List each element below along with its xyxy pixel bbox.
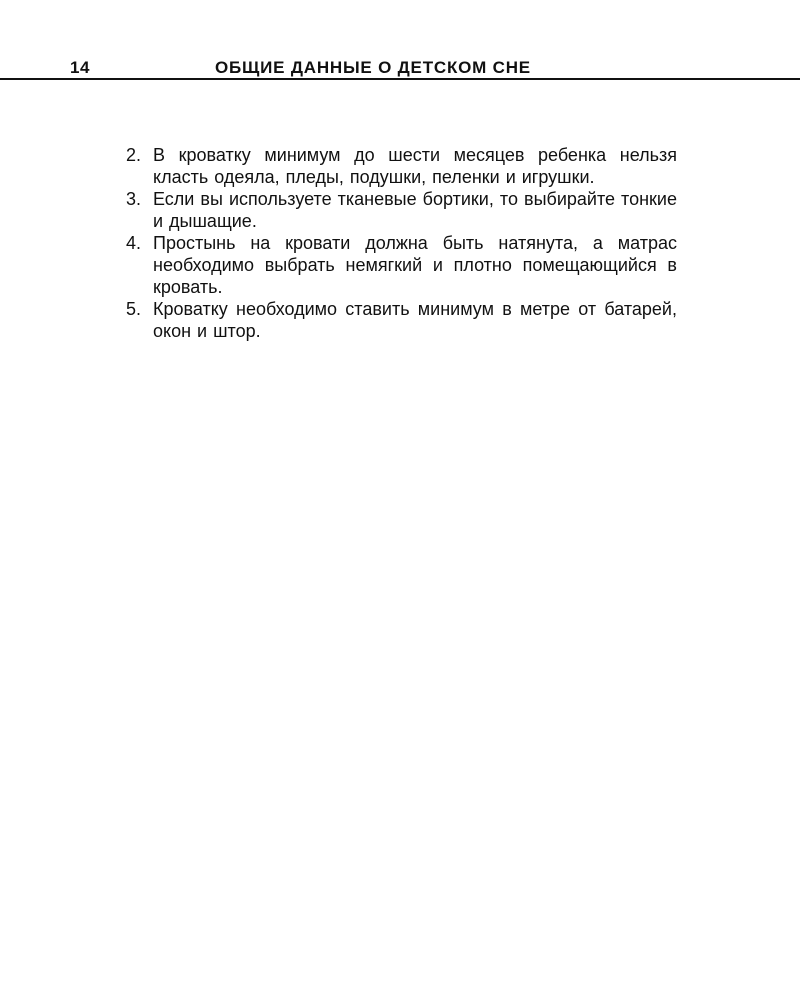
list-item: [126, 188, 677, 232]
chapter-title: ОБЩИЕ ДАННЫЕ О ДЕТСКОМ СНЕ: [215, 58, 531, 77]
numbered-list: [126, 144, 677, 342]
list-item: [126, 298, 677, 342]
list-item-number: 3.: [126, 189, 142, 209]
list-item-number: 2.: [126, 145, 142, 165]
running-header: [0, 0, 800, 80]
list-item-number: 5.: [126, 299, 142, 319]
list-item-text: Простынь на кровати должна быть натянута, а матрас необходимо выбрать немягкий и плотно помещающийся в кровать.: [153, 233, 677, 297]
list-item-text: Если вы используете тканевые бортики, то выбирайте тонкие и дышащие.: [153, 189, 677, 231]
page-number: 14: [70, 58, 90, 77]
list-item: [126, 144, 677, 188]
list-item-number: 4.: [126, 233, 142, 253]
list-item-text: В кроватку минимум до шести месяцев ребенка нельзя класть одеяла, пледы, подушки, пеленки и игрушки.: [153, 145, 677, 187]
list-item: [126, 232, 677, 298]
list-item-text: Кроватку необходимо ставить минимум в метре от батарей, окон и штор.: [153, 299, 677, 341]
